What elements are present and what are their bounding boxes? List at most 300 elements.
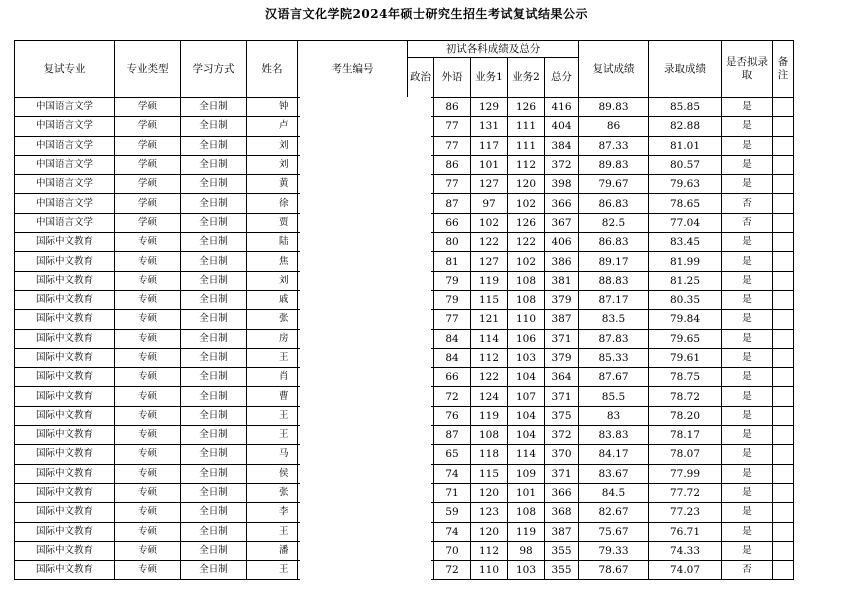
foreign-cell: 80 [434, 233, 471, 252]
course2-cell: 111 [508, 117, 545, 136]
admission-cell: 74.07 [649, 561, 722, 580]
retest-cell: 83.67 [579, 464, 649, 483]
admission-cell: 85.85 [649, 98, 722, 117]
foreign-cell: 86 [434, 155, 471, 174]
course2-cell: 108 [508, 503, 545, 522]
course2-cell: 108 [508, 290, 545, 309]
type-cell: 专硕 [115, 541, 181, 560]
admission-cell: 74.33 [649, 541, 722, 560]
retest-cell: 82.5 [579, 213, 649, 232]
name-cell [247, 252, 298, 271]
remark-cell [773, 348, 794, 367]
admit-cell: 是 [722, 348, 773, 367]
course1-cell: 124 [471, 387, 508, 406]
remark-cell [773, 271, 794, 290]
name-cell [247, 541, 298, 560]
admit-cell: 是 [722, 464, 773, 483]
header-admission: 录取成绩 [649, 41, 722, 98]
total-cell: 384 [545, 136, 579, 155]
admission-cell: 81.25 [649, 271, 722, 290]
retest-cell: 87.17 [579, 290, 649, 309]
total-cell: 386 [545, 252, 579, 271]
name-cell [247, 98, 298, 117]
retest-cell: 83.83 [579, 426, 649, 445]
student-name: 刘 [279, 159, 289, 171]
course1-cell: 115 [471, 464, 508, 483]
foreign-cell: 79 [434, 290, 471, 309]
type-cell: 学硕 [115, 175, 181, 194]
mode-cell: 全日制 [181, 175, 247, 194]
header-name: 姓名 [247, 41, 298, 98]
mode-cell: 全日制 [181, 136, 247, 155]
major-cell: 中国语言文学 [15, 117, 115, 136]
admit-cell: 否 [722, 194, 773, 213]
major-cell: 国际中文教育 [15, 503, 115, 522]
admit-cell: 是 [722, 368, 773, 387]
admission-cell: 78.75 [649, 368, 722, 387]
admission-cell: 78.07 [649, 445, 722, 464]
type-cell: 学硕 [115, 194, 181, 213]
course2-cell: 104 [508, 406, 545, 425]
remark-cell [773, 117, 794, 136]
foreign-cell: 76 [434, 406, 471, 425]
header-mode: 学习方式 [181, 41, 247, 98]
retest-cell: 85.5 [579, 387, 649, 406]
retest-cell: 86 [579, 117, 649, 136]
total-cell: 368 [545, 503, 579, 522]
total-cell: 371 [545, 464, 579, 483]
major-cell: 国际中文教育 [15, 368, 115, 387]
name-cell [247, 290, 298, 309]
mode-cell: 全日制 [181, 290, 247, 309]
admission-cell: 81.01 [649, 136, 722, 155]
foreign-cell: 72 [434, 561, 471, 580]
course2-cell: 126 [508, 213, 545, 232]
retest-cell: 88.83 [579, 271, 649, 290]
admission-cell: 77.04 [649, 213, 722, 232]
mode-cell: 全日制 [181, 406, 247, 425]
retest-cell: 86.83 [579, 233, 649, 252]
retest-cell: 87.33 [579, 136, 649, 155]
admission-cell: 79.84 [649, 310, 722, 329]
foreign-cell: 84 [434, 329, 471, 348]
major-cell: 国际中文教育 [15, 483, 115, 502]
mode-cell: 全日制 [181, 387, 247, 406]
name-cell [247, 426, 298, 445]
admit-cell: 是 [722, 522, 773, 541]
admit-cell: 是 [722, 445, 773, 464]
major-cell: 国际中文教育 [15, 522, 115, 541]
major-cell: 中国语言文学 [15, 98, 115, 117]
name-cell [247, 155, 298, 174]
mode-cell: 全日制 [181, 155, 247, 174]
total-cell: 387 [545, 310, 579, 329]
mode-cell: 全日制 [181, 98, 247, 117]
student-name: 钟 [279, 101, 289, 113]
course1-cell: 115 [471, 290, 508, 309]
remark-cell [773, 329, 794, 348]
header-remark: 备注 [773, 41, 794, 98]
name-cell [247, 213, 298, 232]
admit-cell: 是 [722, 271, 773, 290]
major-cell: 国际中文教育 [15, 541, 115, 560]
student-name: 曹 [279, 390, 289, 402]
name-cell [247, 233, 298, 252]
name-cell [247, 175, 298, 194]
type-cell: 专硕 [115, 503, 181, 522]
foreign-cell: 77 [434, 175, 471, 194]
admit-cell: 是 [722, 426, 773, 445]
admit-cell: 是 [722, 483, 773, 502]
student-name: 马 [279, 448, 289, 460]
total-cell: 387 [545, 522, 579, 541]
name-cell [247, 445, 298, 464]
remark-cell [773, 310, 794, 329]
major-cell: 国际中文教育 [15, 329, 115, 348]
foreign-cell: 65 [434, 445, 471, 464]
type-cell: 学硕 [115, 136, 181, 155]
type-cell: 专硕 [115, 445, 181, 464]
header-initial-scores: 初试各科成绩及总分 [408, 41, 579, 58]
course1-cell: 127 [471, 175, 508, 194]
student-name: 陆 [279, 236, 289, 248]
name-cell [247, 387, 298, 406]
major-cell: 国际中文教育 [15, 445, 115, 464]
total-cell: 404 [545, 117, 579, 136]
mode-cell: 全日制 [181, 252, 247, 271]
major-cell: 国际中文教育 [15, 464, 115, 483]
type-cell: 专硕 [115, 290, 181, 309]
course1-cell: 118 [471, 445, 508, 464]
course1-cell: 101 [471, 155, 508, 174]
foreign-cell: 77 [434, 117, 471, 136]
major-cell: 国际中文教育 [15, 387, 115, 406]
retest-cell: 83 [579, 406, 649, 425]
retest-cell: 84.17 [579, 445, 649, 464]
remark-cell [773, 541, 794, 560]
retest-cell: 86.83 [579, 194, 649, 213]
name-cell [247, 368, 298, 387]
foreign-cell: 77 [434, 136, 471, 155]
type-cell: 专硕 [115, 522, 181, 541]
remark-cell [773, 464, 794, 483]
course2-cell: 111 [508, 136, 545, 155]
course1-cell: 129 [471, 98, 508, 117]
mode-cell: 全日制 [181, 194, 247, 213]
admit-cell: 是 [722, 310, 773, 329]
remark-cell [773, 483, 794, 502]
header-politics: 政治 [408, 58, 434, 98]
major-cell: 国际中文教育 [15, 290, 115, 309]
total-cell: 366 [545, 194, 579, 213]
name-cell [247, 503, 298, 522]
retest-cell: 89.83 [579, 155, 649, 174]
course2-cell: 104 [508, 368, 545, 387]
mode-cell: 全日制 [181, 464, 247, 483]
admit-cell: 否 [722, 561, 773, 580]
mode-cell: 全日制 [181, 561, 247, 580]
foreign-cell: 72 [434, 387, 471, 406]
type-cell: 学硕 [115, 213, 181, 232]
type-cell: 专硕 [115, 271, 181, 290]
mode-cell: 全日制 [181, 483, 247, 502]
total-cell: 371 [545, 387, 579, 406]
admit-cell: 是 [722, 252, 773, 271]
admit-cell: 是 [722, 541, 773, 560]
mode-cell: 全日制 [181, 522, 247, 541]
course2-cell: 109 [508, 464, 545, 483]
major-cell: 国际中文教育 [15, 310, 115, 329]
course1-cell: 110 [471, 561, 508, 580]
major-cell: 国际中文教育 [15, 406, 115, 425]
course1-cell: 120 [471, 483, 508, 502]
course1-cell: 112 [471, 541, 508, 560]
total-cell: 366 [545, 483, 579, 502]
student-name: 卢 [279, 120, 289, 132]
major-cell: 中国语言文学 [15, 155, 115, 174]
admission-cell: 77.99 [649, 464, 722, 483]
mode-cell: 全日制 [181, 368, 247, 387]
total-cell: 370 [545, 445, 579, 464]
retest-cell: 83.5 [579, 310, 649, 329]
foreign-cell: 66 [434, 368, 471, 387]
admission-cell: 80.57 [649, 155, 722, 174]
course2-cell: 98 [508, 541, 545, 560]
name-cell [247, 271, 298, 290]
total-cell: 398 [545, 175, 579, 194]
type-cell: 学硕 [115, 117, 181, 136]
course1-cell: 112 [471, 348, 508, 367]
admission-cell: 77.72 [649, 483, 722, 502]
total-cell: 381 [545, 271, 579, 290]
foreign-cell: 87 [434, 426, 471, 445]
admission-cell: 79.61 [649, 348, 722, 367]
mode-cell: 全日制 [181, 541, 247, 560]
name-cell [247, 348, 298, 367]
admission-cell: 80.35 [649, 290, 722, 309]
course2-cell: 108 [508, 271, 545, 290]
admission-cell: 78.72 [649, 387, 722, 406]
retest-cell: 78.67 [579, 561, 649, 580]
type-cell: 专硕 [115, 561, 181, 580]
admit-cell: 是 [722, 98, 773, 117]
course1-cell: 119 [471, 271, 508, 290]
admit-cell: 是 [722, 406, 773, 425]
student-name: 王 [279, 409, 289, 421]
foreign-cell: 87 [434, 194, 471, 213]
remark-cell [773, 406, 794, 425]
student-name: 王 [279, 525, 289, 537]
name-cell [247, 464, 298, 483]
foreign-cell: 81 [434, 252, 471, 271]
retest-cell: 89.83 [579, 98, 649, 117]
name-cell [247, 136, 298, 155]
student-name: 刘 [279, 139, 289, 151]
admit-cell: 是 [722, 387, 773, 406]
course2-cell: 103 [508, 348, 545, 367]
mode-cell: 全日制 [181, 310, 247, 329]
remark-cell [773, 136, 794, 155]
type-cell: 专硕 [115, 464, 181, 483]
course1-cell: 108 [471, 426, 508, 445]
course1-cell: 120 [471, 522, 508, 541]
remark-cell [773, 98, 794, 117]
remark-cell [773, 252, 794, 271]
total-cell: 379 [545, 290, 579, 309]
admission-cell: 79.65 [649, 329, 722, 348]
retest-cell: 87.67 [579, 368, 649, 387]
student-name: 王 [279, 352, 289, 363]
header-total: 总分 [545, 58, 579, 98]
admit-cell: 是 [722, 503, 773, 522]
type-cell: 专硕 [115, 348, 181, 367]
course1-cell: 122 [471, 233, 508, 252]
admit-cell: 是 [722, 329, 773, 348]
retest-cell: 87.83 [579, 329, 649, 348]
mode-cell: 全日制 [181, 426, 247, 445]
total-cell: 364 [545, 368, 579, 387]
student-name: 张 [279, 313, 289, 325]
foreign-cell: 77 [434, 310, 471, 329]
course2-cell: 101 [508, 483, 545, 502]
type-cell: 学硕 [115, 155, 181, 174]
mode-cell: 全日制 [181, 233, 247, 252]
course1-cell: 97 [471, 194, 508, 213]
name-cell [247, 329, 298, 348]
name-cell [247, 310, 298, 329]
admission-cell: 83.45 [649, 233, 722, 252]
header-type: 专业类型 [115, 41, 181, 98]
admission-cell: 76.71 [649, 522, 722, 541]
course2-cell: 106 [508, 329, 545, 348]
student-name: 王 [279, 564, 289, 576]
admission-cell: 82.88 [649, 117, 722, 136]
remark-cell [773, 368, 794, 387]
foreign-cell: 74 [434, 464, 471, 483]
student-name: 刘 [279, 274, 289, 286]
admit-cell: 是 [722, 290, 773, 309]
major-cell: 国际中文教育 [15, 348, 115, 367]
header-foreign: 外语 [434, 58, 471, 98]
admit-cell: 是 [722, 155, 773, 174]
student-name: 张 [279, 487, 289, 499]
foreign-cell: 84 [434, 348, 471, 367]
major-cell: 中国语言文学 [15, 213, 115, 232]
header-admit: 是否拟录取 [722, 41, 773, 98]
major-cell: 中国语言文学 [15, 194, 115, 213]
header-course2: 业务2 [508, 58, 545, 98]
retest-cell: 85.33 [579, 348, 649, 367]
major-cell: 中国语言文学 [15, 136, 115, 155]
remark-cell [773, 503, 794, 522]
privacy-mask [300, 97, 431, 587]
type-cell: 专硕 [115, 483, 181, 502]
student-name: 黄 [279, 178, 289, 190]
admit-cell: 否 [722, 213, 773, 232]
total-cell: 416 [545, 98, 579, 117]
name-cell [247, 483, 298, 502]
student-name: 贾 [279, 216, 289, 228]
student-name: 王 [279, 429, 289, 441]
retest-cell: 75.67 [579, 522, 649, 541]
remark-cell [773, 233, 794, 252]
remark-cell [773, 561, 794, 580]
retest-cell: 79.67 [579, 175, 649, 194]
course1-cell: 119 [471, 406, 508, 425]
admit-cell: 是 [722, 136, 773, 155]
course1-cell: 117 [471, 136, 508, 155]
course2-cell: 103 [508, 561, 545, 580]
type-cell: 专硕 [115, 233, 181, 252]
remark-cell [773, 213, 794, 232]
major-cell: 国际中文教育 [15, 271, 115, 290]
course2-cell: 126 [508, 98, 545, 117]
student-name: 李 [279, 506, 289, 518]
total-cell: 367 [545, 213, 579, 232]
admission-cell: 79.63 [649, 175, 722, 194]
retest-cell: 79.33 [579, 541, 649, 560]
type-cell: 专硕 [115, 426, 181, 445]
remark-cell [773, 175, 794, 194]
total-cell: 355 [545, 541, 579, 560]
mode-cell: 全日制 [181, 213, 247, 232]
admit-cell: 是 [722, 117, 773, 136]
total-cell: 372 [545, 155, 579, 174]
type-cell: 专硕 [115, 252, 181, 271]
course2-cell: 104 [508, 426, 545, 445]
student-name: 肖 [279, 371, 289, 383]
admission-cell: 78.17 [649, 426, 722, 445]
mode-cell: 全日制 [181, 117, 247, 136]
retest-cell: 89.17 [579, 252, 649, 271]
foreign-cell: 59 [434, 503, 471, 522]
mode-cell: 全日制 [181, 445, 247, 464]
remark-cell [773, 522, 794, 541]
type-cell: 学硕 [115, 98, 181, 117]
retest-cell: 82.67 [579, 503, 649, 522]
name-cell [247, 117, 298, 136]
student-name: 焦 [279, 255, 289, 267]
course2-cell: 112 [508, 155, 545, 174]
header-major: 复试专业 [15, 41, 115, 98]
foreign-cell: 70 [434, 541, 471, 560]
admission-cell: 78.20 [649, 406, 722, 425]
course2-cell: 102 [508, 194, 545, 213]
course2-cell: 102 [508, 252, 545, 271]
course2-cell: 110 [508, 310, 545, 329]
total-cell: 355 [545, 561, 579, 580]
course2-cell: 120 [508, 175, 545, 194]
type-cell: 专硕 [115, 368, 181, 387]
course2-cell: 119 [508, 522, 545, 541]
mode-cell: 全日制 [181, 348, 247, 367]
remark-cell [773, 155, 794, 174]
foreign-cell: 66 [434, 213, 471, 232]
student-name: 房 [279, 332, 289, 344]
major-cell: 中国语言文学 [15, 175, 115, 194]
type-cell: 专硕 [115, 406, 181, 425]
major-cell: 国际中文教育 [15, 252, 115, 271]
major-cell: 国际中文教育 [15, 561, 115, 580]
admit-cell: 是 [722, 233, 773, 252]
total-cell: 371 [545, 329, 579, 348]
course1-cell: 121 [471, 310, 508, 329]
student-name: 侯 [279, 467, 289, 479]
course2-cell: 122 [508, 233, 545, 252]
name-cell [247, 406, 298, 425]
foreign-cell: 79 [434, 271, 471, 290]
remark-cell [773, 445, 794, 464]
